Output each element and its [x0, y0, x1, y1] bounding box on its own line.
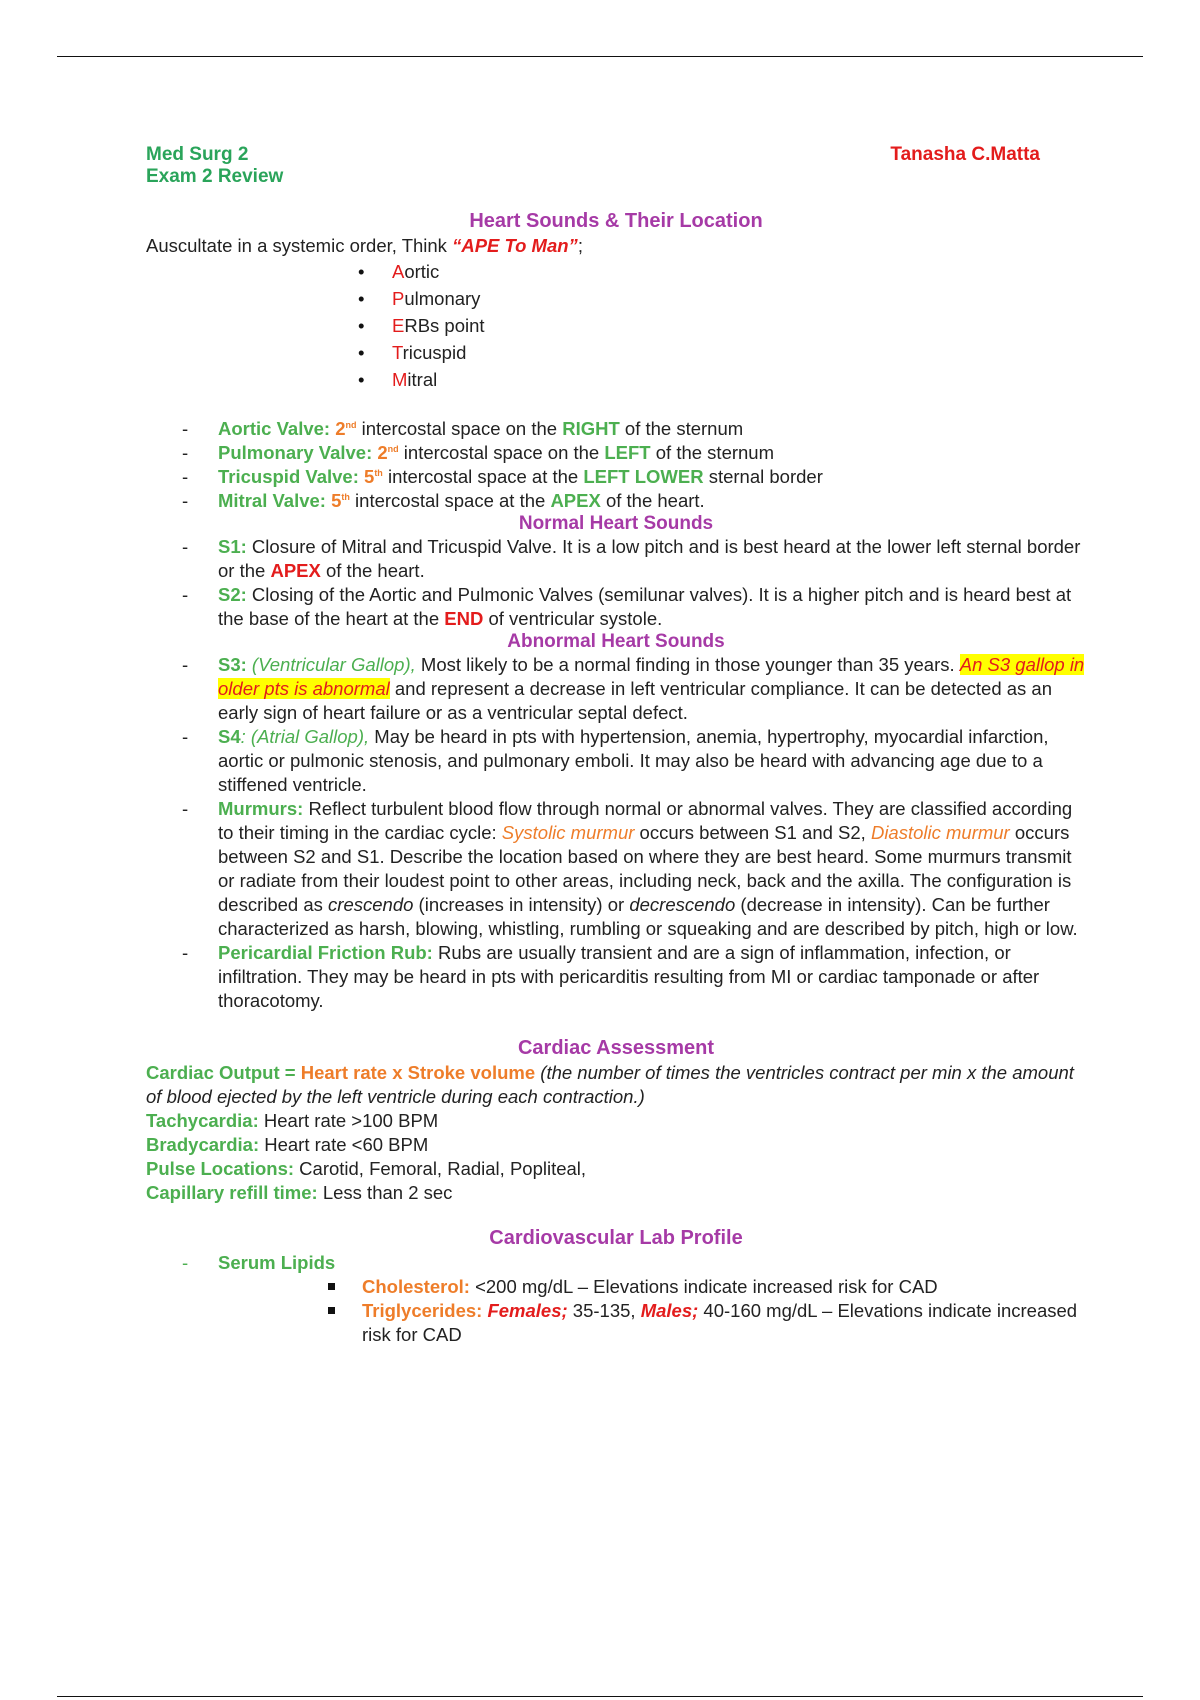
list-item	[358, 339, 1086, 366]
murmurs-text: (decrease in intensity). Can be further characterized as harsh, blowing, whistling, rumbling or squeaking and are described by pitch, high or low.	[218, 894, 1078, 939]
valve-location: LEFT	[604, 442, 651, 463]
cardiac-output-formula: Heart rate x Stroke volume	[300, 1062, 536, 1083]
serum-lipids-item	[146, 1251, 1086, 1275]
s3-term: (Ventricular Gallop),	[246, 654, 416, 675]
list-item-initial: E	[392, 315, 405, 336]
bradycardia-line	[146, 1133, 1086, 1157]
diastolic-term: Diastolic murmur	[870, 822, 1010, 843]
valve-text: intercostal space at the	[382, 466, 584, 487]
abnormal-heart-sounds-heading: Abnormal Heart Sounds	[507, 631, 725, 652]
tachycardia-text: Heart rate >100 BPM	[258, 1110, 439, 1131]
s3-item	[146, 653, 1086, 725]
document-page	[146, 144, 1086, 1347]
dash-marker: -	[182, 798, 189, 819]
list-item-rest: ricuspid	[402, 342, 467, 363]
cholesterol-text: <200 mg/dL – Elevations indicate increased risk for CAD	[469, 1276, 938, 1297]
capillary-refill-label: Capillary refill time:	[146, 1182, 318, 1203]
valve-item	[146, 441, 1086, 465]
square-bullet	[328, 1283, 335, 1290]
s1-item	[146, 535, 1086, 583]
bottom-rule	[57, 1696, 1143, 1697]
males-label: Males;	[640, 1300, 699, 1321]
s1-end: of the heart.	[320, 560, 425, 581]
list-item	[358, 258, 1086, 285]
dash-marker: -	[182, 942, 189, 963]
females-label: Females;	[482, 1300, 568, 1321]
friction-rub-item	[146, 941, 1086, 1013]
s1-label: S1:	[218, 536, 247, 557]
dash-marker: -	[182, 584, 189, 605]
cardiac-output-line	[146, 1061, 1086, 1109]
list-item-initial: M	[392, 369, 408, 390]
dash-marker: -	[182, 418, 189, 439]
s2-end: of ventricular systole.	[483, 608, 663, 629]
valve-number: 5	[331, 490, 342, 511]
pulse-locations-line	[146, 1157, 1086, 1181]
s4-label: S4	[218, 726, 241, 747]
capillary-refill-text: Less than 2 sec	[317, 1182, 453, 1203]
murmurs-text: occurs between S2 and S1. Describe the location based on where they are best heard. Some murmurs transmit or radiate from their loudest point to other areas, including neck, back and the axilla. The configuration is described as	[218, 822, 1072, 915]
valve-label: Pulmonary Valve:	[218, 442, 373, 463]
intro-suffix: ;	[577, 235, 583, 256]
s2-item	[146, 583, 1086, 631]
intro-prefix: Auscultate in a systemic order, Think	[146, 235, 453, 256]
systolic-term: Systolic murmur	[501, 822, 635, 843]
intro-mnemonic: “APE To Man”	[452, 235, 578, 256]
murmurs-item	[146, 797, 1086, 941]
cardiac-output-label: Cardiac Output =	[146, 1062, 301, 1083]
list-item-rest: ortic	[404, 261, 440, 282]
list-item	[358, 366, 1086, 393]
list-item	[358, 312, 1086, 339]
s4-item	[146, 725, 1086, 797]
cholesterol-item	[146, 1275, 1086, 1299]
valve-number: 2	[335, 418, 346, 439]
valve-label: Mitral Valve:	[218, 490, 326, 511]
valve-list	[146, 417, 1086, 513]
list-item-rest: ulmonary	[404, 288, 481, 309]
murmurs-text: Reflect turbulent blood flow through normal or abnormal valves. They are classified according to their timing in the cardiac cycle:	[218, 798, 1073, 843]
murmurs-text: occurs between S1 and S2,	[634, 822, 871, 843]
s1-text: Closure of Mitral and Tricuspid Valve. It is a low pitch and is best heard at the lower left sternal border or the	[218, 536, 1081, 581]
s3-highlight: An S3 gallop in older pts is abnormal	[218, 654, 1085, 699]
list-item-initial: T	[392, 342, 403, 363]
triglycerides-item	[146, 1299, 1086, 1347]
list-item-initial: P	[392, 288, 405, 309]
s3-text: Most likely to be a normal finding in those younger than 35 years.	[415, 654, 960, 675]
exam-title: Exam 2 Review	[146, 166, 284, 187]
course-block	[146, 144, 283, 188]
valve-ordinal: nd	[387, 443, 399, 454]
auscultate-intro	[146, 234, 1086, 258]
list-item	[358, 285, 1086, 312]
dash-marker: -	[182, 726, 189, 747]
pulse-locations-text: Carotid, Femoral, Radial, Popliteal,	[294, 1158, 587, 1179]
pulse-locations-label: Pulse Locations:	[146, 1158, 295, 1179]
dash-marker: -	[182, 442, 189, 463]
valve-item	[146, 465, 1086, 489]
cholesterol-label: Cholesterol:	[362, 1276, 470, 1297]
females-range: 35-135,	[567, 1300, 641, 1321]
rub-label: Pericardial Friction Rub:	[218, 942, 433, 963]
valve-number: 2	[377, 442, 388, 463]
valve-label: Aortic Valve:	[218, 418, 331, 439]
valve-location: APEX	[550, 490, 601, 511]
lab-profile-heading: Cardiovascular Lab Profile	[489, 1227, 743, 1249]
s2-key: END	[444, 608, 484, 629]
document-header	[146, 144, 1086, 188]
valve-location: LEFT LOWER	[583, 466, 704, 487]
valve-ordinal: nd	[345, 419, 357, 430]
valve-text: intercostal space on the	[356, 418, 563, 439]
valve-ordinal: th	[341, 491, 350, 502]
dash-marker: -	[182, 654, 189, 675]
list-item-initial: A	[392, 261, 405, 282]
square-bullet	[328, 1307, 335, 1314]
heart-sounds-heading: Heart Sounds & Their Location	[469, 210, 763, 232]
valve-text-end: of the sternum	[650, 442, 775, 463]
tachycardia-line	[146, 1109, 1086, 1133]
murmurs-label: Murmurs:	[218, 798, 304, 819]
normal-heart-sounds-heading: Normal Heart Sounds	[518, 513, 714, 534]
males-range: 40-160 mg/dL – Elevations indicate increased risk for CAD	[362, 1300, 1078, 1345]
valve-number: 5	[364, 466, 375, 487]
valve-ordinal: th	[374, 467, 383, 478]
s1-key: APEX	[270, 560, 321, 581]
list-item-rest: RBs point	[404, 315, 485, 336]
s2-label: S2:	[218, 584, 247, 605]
s4-term: : (Atrial Gallop),	[240, 726, 370, 747]
list-item-rest: itral	[407, 369, 438, 390]
serum-lipids-label: Serum Lipids	[218, 1252, 336, 1273]
s2-text: Closing of the Aortic and Pulmonic Valves (semilunar valves). It is a higher pitch and is heard best at the base of the heart at the	[218, 584, 1072, 629]
dash-marker: -	[182, 466, 189, 487]
valve-text-end: of the heart.	[600, 490, 705, 511]
author-name: Tanasha C.Matta	[890, 144, 1040, 165]
dash-marker: -	[182, 536, 189, 557]
dash-marker: -	[182, 1252, 189, 1273]
valve-text-end: sternal border	[703, 466, 823, 487]
cardiac-assessment-heading: Cardiac Assessment	[517, 1037, 715, 1059]
top-rule	[57, 56, 1143, 57]
valve-text: intercostal space on the	[398, 442, 605, 463]
bradycardia-text: Heart rate <60 BPM	[259, 1134, 429, 1155]
triglycerides-label: Triglycerides:	[362, 1300, 483, 1321]
valve-label: Tricuspid Valve:	[218, 466, 359, 487]
course-title: Med Surg 2	[146, 144, 249, 165]
crescendo-term: crescendo	[328, 894, 414, 915]
murmurs-text: (increases in intensity) or	[413, 894, 630, 915]
valve-text: intercostal space at the	[349, 490, 551, 511]
valve-location: RIGHT	[562, 418, 620, 439]
valve-item	[146, 489, 1086, 513]
s3-end: and represent a decrease in left ventricular compliance. It can be detected as an early sign of heart failure or as a ventricular septal defect.	[218, 678, 1053, 723]
dash-marker: -	[182, 490, 189, 511]
valve-text-end: of the sternum	[619, 418, 744, 439]
s3-label: S3:	[218, 654, 247, 675]
decrescendo-term: decrescendo	[629, 894, 736, 915]
rub-text: Rubs are usually transient and are a sign of inflammation, infection, or infiltration. They may be heard in pts with pericarditis resulting from MI or cardiac tamponade or after thoracotomy.	[218, 942, 1040, 1011]
tachycardia-label: Tachycardia:	[146, 1110, 259, 1131]
ape-to-man-list	[146, 258, 1086, 393]
cardiac-output-note: (the number of times the ventricles contract per min x the amount of blood ejected by the left ventricle during each contraction.)	[146, 1062, 1074, 1107]
valve-item	[146, 417, 1086, 441]
s4-text: May be heard in pts with hypertension, anemia, hypertrophy, myocardial infarction, aortic or pulmonic stenosis, and pulmonary emboli. It may also be heard with advancing age due to a stiffened ventricle.	[218, 726, 1049, 795]
bradycardia-label: Bradycardia:	[146, 1134, 260, 1155]
capillary-refill-line	[146, 1181, 1086, 1205]
